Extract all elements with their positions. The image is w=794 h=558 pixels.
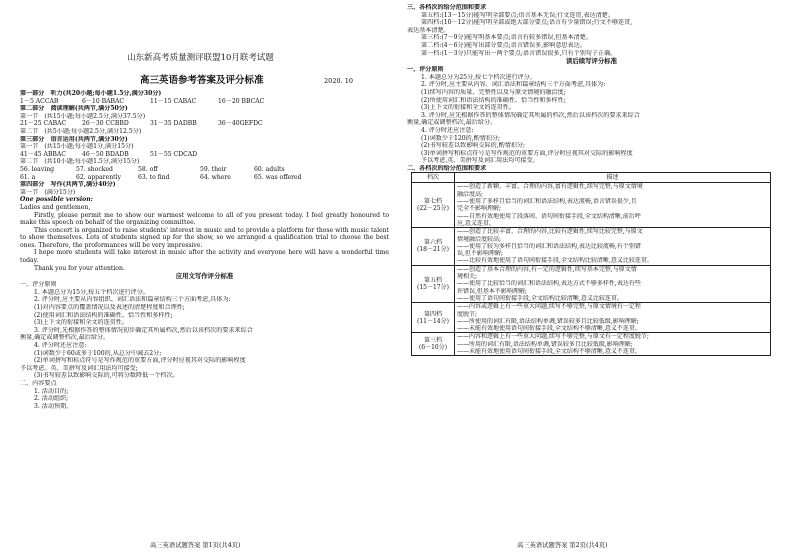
part4-heading: 第四部分 写作(共两节,满分40分) xyxy=(20,181,116,189)
essay-paragraph: This concert is organized to raise students' interest in music and to provide a platform for those with music talent to show themselves. Lots of students signed up for the show, so we arranged a qualification trial to choose the best ones. Therefore, the proformances will be very impressive. xyxy=(20,226,389,249)
desc-line: 误,但不影响理解; xyxy=(457,250,503,258)
grade-cell xyxy=(412,333,455,356)
desc-line: 情境融洽度较高; xyxy=(457,235,502,243)
desc-line: ——所用的词汇有限,语法结构单调,错误较多且比较低级,影响理解; xyxy=(457,340,633,348)
part3-heading: 第三部分 语言运用(共两节,满分30分) xyxy=(20,135,128,143)
grade-label: 第三档 xyxy=(423,337,442,345)
grammar-answers-row-1 xyxy=(20,166,389,174)
essay-paragraph: Firstly, please permit me to show our warmest welcome to all of you present today. I feel greatly honoured to make this speech on behalf of the organizing committee. xyxy=(20,211,389,227)
grammar-answer: 64. where xyxy=(200,173,231,181)
section2-reading: 第二节 (共5小题;每小题2.5分,满分12.5分) xyxy=(20,127,142,135)
page-footer-1: 高三英语试题答案 第1页(共4页) xyxy=(150,542,241,549)
grade-label: 第四档 xyxy=(423,310,442,318)
desc-line: ——比较有效地使用了语句间衔接手段,全文结构比较清晰,意义比较连贯。 xyxy=(457,257,653,265)
answer-group: 6－10 BABAC xyxy=(82,97,125,105)
description-cell xyxy=(455,183,771,228)
criteria-line: (3)书写较差以致影响交际的,可将分数降低一个档次。 xyxy=(34,372,179,380)
grade-range: (15－17分) xyxy=(417,283,449,291)
header-grade: 档次 xyxy=(412,173,455,183)
principle-line: 衡量,确定或调整档次,最后给分。 xyxy=(407,119,497,127)
desc-line: ——创造了比较丰富、合理的内容,比较有逻辑性,续写比较完整,与原文 xyxy=(457,228,643,236)
level-line: 第三档:(7－9分)能写明基本要点;语言有较多错误,但基本清楚。 xyxy=(421,34,592,42)
principle-line: 予以考虑,英、美拼写及词汇用法均可接受。 xyxy=(421,157,539,165)
reading-answers xyxy=(20,120,389,128)
desc-line: ——未能有效地使用语句间衔接手段,全文结构不够清晰,意义不连贯。 xyxy=(457,348,641,355)
grammar-answer: 59. their xyxy=(200,165,227,173)
criteria-line: (2)使用词汇和语法结构的准确性、恰当性和多样性; xyxy=(34,311,173,319)
part1-heading: 第一部分 听力(共20小题;每小题1.5分,满分30分) xyxy=(20,90,162,97)
description-cell xyxy=(455,303,771,333)
table-row xyxy=(412,265,771,302)
principle-line: (1)续写内容的质量、完整性以及与原文情境的融洽度; xyxy=(421,88,566,96)
description-cell xyxy=(455,228,771,265)
grammar-answer: 60. adults xyxy=(254,165,285,173)
desc-line: ——使用了语句间衔接手段,全文结构比较清晰,意义比较连贯。 xyxy=(457,294,623,302)
criteria-line: 3. 活动预期。 xyxy=(34,402,73,410)
desc-line: 境相关; xyxy=(457,273,478,281)
answer-title-row xyxy=(20,74,389,88)
listening-answers xyxy=(20,98,389,106)
level-line: 第二档:(4－6分)能写出部分要点;语言错误多,影响意思表达。 xyxy=(421,41,586,49)
grammar-answer: 62. apparently xyxy=(76,173,121,181)
grade-cell xyxy=(412,183,455,228)
grammar-answer: 57. shocked xyxy=(76,165,113,173)
desc-line: 度脱节; xyxy=(457,310,478,318)
levels-heading: 三、各档次的给分范围和要求 xyxy=(407,4,487,11)
grade-range: (18－21分) xyxy=(417,246,449,254)
essay-greeting: Ladies and gentlemen, xyxy=(20,203,91,211)
description-cell xyxy=(455,333,771,356)
level-line: 表达基本清楚。 xyxy=(407,26,450,34)
grade-cell xyxy=(412,303,455,333)
criteria-line: (2)单词拼写和标点符号是写作规范的重要方面,评分时应视其对交际的影响程度 xyxy=(34,357,246,365)
criteria-line: 2. 活动组织; xyxy=(34,395,69,403)
answer-group: 41－45 ABBAC xyxy=(20,150,66,158)
answer-group xyxy=(218,151,288,159)
answer-group: 11－15 CABAC xyxy=(150,97,197,105)
essay-closing: Thank you for your attention. xyxy=(34,264,125,272)
grammar-answer: 61. a xyxy=(20,173,36,181)
exam-title: 山东新高考质量测评联盟10月联考试题 xyxy=(127,53,274,63)
criteria-line: 一、评分原则 xyxy=(20,281,57,289)
criteria-line: 2. 评分时,应主要从内容组织、词汇语法和篇章结构三个方面考虑,具体为: xyxy=(34,296,231,304)
level-line: 第一档:(1－3分)只能写出一两个要点;语言错误很多,只有个别句子正确。 xyxy=(421,49,617,57)
grade-cell xyxy=(412,265,455,302)
principle-line: (2)所使用词汇和语法结构的准确性、恰当性和多样性; xyxy=(421,96,566,104)
page-footer-2: 高三英语试题答案 第2页(共4页) xyxy=(517,542,608,549)
table-header-row xyxy=(412,173,771,183)
principle-line: 1. 本题总分为25分,按七个档次进行评分。 xyxy=(421,73,536,81)
grammar-answer: 65. was offered xyxy=(254,173,302,181)
answer-group: 31－35 DADBB xyxy=(150,120,197,128)
answer-group: 1－5 ACCAB xyxy=(20,97,59,105)
desc-line: ——自然有效地使用了段落间、语句间衔接手段,全文结构清晰,前后呼 xyxy=(457,212,641,220)
grammar-answer: 56. leaving xyxy=(20,165,55,173)
desc-line: 许错误,但基本不影响理解; xyxy=(457,287,527,295)
principle-line: 3. 评分时,应先根据作答的整体情况确定其所属的档次,然后以该档次的要求来综合 xyxy=(421,111,640,119)
table-row xyxy=(412,228,771,265)
criteria-title: 应用文写作评分标准 xyxy=(175,272,234,281)
answer-group: 16－20 BBCAC xyxy=(218,97,265,105)
criteria-line: 二、内容要点 xyxy=(20,379,57,387)
description-cell xyxy=(455,265,771,302)
exam-date: 2020. 10 xyxy=(324,77,353,85)
principle-line: (3)单词拼写和标点符号是写作规范的重要方面,评分时应视其对交际的影响程度 xyxy=(421,149,633,157)
desc-line: 融洽度高; xyxy=(457,190,484,198)
desc-line: 完全不影响理解; xyxy=(457,205,502,213)
criteria-line: 1. 本题总分为15分,按五个档次进行评分。 xyxy=(34,288,149,296)
answer-group: 36－40GEFDC xyxy=(218,120,263,128)
desc-line: ——使用了比较恰当的词汇和语法结构,表达方式不够多样性,表达有些 xyxy=(457,280,641,288)
level-line: 第四档:(10－12分)能写明全部或绝大部分要点;语言有少量错误;行文不够连贯, xyxy=(421,19,633,27)
desc-line: 应,意义连贯。 xyxy=(457,219,495,227)
criteria-line: (1)对内容要点的覆盖情况以及表述的清楚程度和合理性; xyxy=(34,304,185,312)
criteria-line: 予以考虑。英、美拼写及词汇用法均可接受; xyxy=(20,364,138,372)
criteria-line: 3. 评分时,先根据作答的整体情况初步确定其所属档次,然后以该档次的要求来综合 xyxy=(34,326,253,334)
cloze-answers xyxy=(20,151,389,159)
principle-line: 一、评分原则 xyxy=(407,66,444,74)
grade-range: (11－14分) xyxy=(417,317,449,325)
section1-language: 第一节 (共15小题;每小题1分,满分15分) xyxy=(20,143,134,151)
answer-title: 高三英语参考答案及评分标准 xyxy=(140,75,264,86)
principle-line: 2. 评分时,应主要从内容、词汇语法和篇章结构三个方面考虑,具体为: xyxy=(421,81,606,89)
essay-paragraph: I hope more students will take interest in music after the activity and everyone here will have a wonderful time today. xyxy=(20,249,389,265)
header-description: 描述 xyxy=(455,173,771,183)
principle-line: (1)词数少于120的,酌情扣分; xyxy=(421,134,501,142)
desc-line: ——所使用的词汇有限,语法结构单调,错误较多且比较低级,影响理解; xyxy=(457,317,639,325)
desc-line: ——内容或逻辑上有一些重大问题,续写不够完整,与原文情境有一定程 xyxy=(457,303,641,311)
section2-language: 第二节 (共10小题;每小题1.5分,满分15分) xyxy=(20,158,140,166)
grammar-answer: 63. to find xyxy=(138,173,170,181)
desc-line: ——使用了多样且恰当的词汇和语法结构,表达流畅,语言错误很少,且 xyxy=(457,198,637,206)
answer-group: 26－30 CCBBD xyxy=(82,120,129,128)
level-line: 第五档:(13－15分)能写明全部要点;语言基本无误;行文连贯,表达清楚。 xyxy=(421,11,614,19)
principle-line: (2)书写较差以致影响交际的,酌情扣分; xyxy=(421,142,526,150)
principle-line: 4. 评分时还应注意: xyxy=(421,126,474,134)
answer-group: 46－50 BDADB xyxy=(82,150,129,158)
part2-heading: 第二部分 阅读理解(共两节,满分50分) xyxy=(20,105,128,113)
grammar-answers-row-2 xyxy=(20,174,389,182)
answer-group: 21－25 CABAC xyxy=(20,120,67,128)
grade-label: 第七档 xyxy=(423,198,442,206)
criteria-line: 衡量,确定或调整档次,最后给分。 xyxy=(20,334,110,342)
criteria-line: 4. 评分时还应注意: xyxy=(34,342,87,349)
grading-table xyxy=(411,172,771,356)
section1-writing: 第一节 (满分15分) xyxy=(20,188,76,196)
grade-range: (6－10分) xyxy=(418,344,448,352)
principle-line: 二、各档次的给分范围和要求 xyxy=(407,164,487,172)
answer-group: 51－55 CDCAD xyxy=(150,150,198,158)
section1-reading: 第一节 (共15小题;每小题2.5分,满分37.5分) xyxy=(20,112,146,120)
answer-page-2 xyxy=(397,0,794,558)
continuation-title: 读后续写评分标准 xyxy=(565,57,618,66)
table-row xyxy=(412,183,771,228)
desc-line: ——未能有效地使用语句间衔接手段,全文结构不够清晰,意义不连贯。 xyxy=(457,325,641,333)
table-row xyxy=(412,333,771,356)
desc-line: ——创造了新颖、丰富、合理的内容,富有逻辑性,续写完整,与原文情境 xyxy=(457,183,643,191)
criteria-line: 1. 活动目的; xyxy=(34,387,69,395)
criteria-line: (3)上下文的衔接和全文的连贯性。 xyxy=(34,319,128,327)
criteria-line: (1)词数少于60或多于100的,从总分中减去2分; xyxy=(34,349,162,357)
principle-line: (3)上下文的衔接和全文的连贯性。 xyxy=(421,104,515,112)
grade-cell xyxy=(412,228,455,265)
grade-label: 第六档 xyxy=(423,239,442,247)
desc-line: ——创造了基本合理的内容,有一定的逻辑性,续写基本完整,与原文情 xyxy=(457,265,637,273)
possible-version-label: One possible version: xyxy=(20,196,93,204)
grade-range: (22－25分) xyxy=(417,205,449,213)
grade-label: 第五档 xyxy=(423,276,442,284)
desc-line: ——内容和逻辑上有一些重大问题,续写不够完整,与原文有一定程度脱节; xyxy=(457,333,649,341)
grammar-answer: 58. off xyxy=(138,165,158,173)
desc-line: ——使用了较为多样且恰当的词汇和语法结构,表达比较流畅,有个别错 xyxy=(457,242,641,250)
table-row xyxy=(412,303,771,333)
